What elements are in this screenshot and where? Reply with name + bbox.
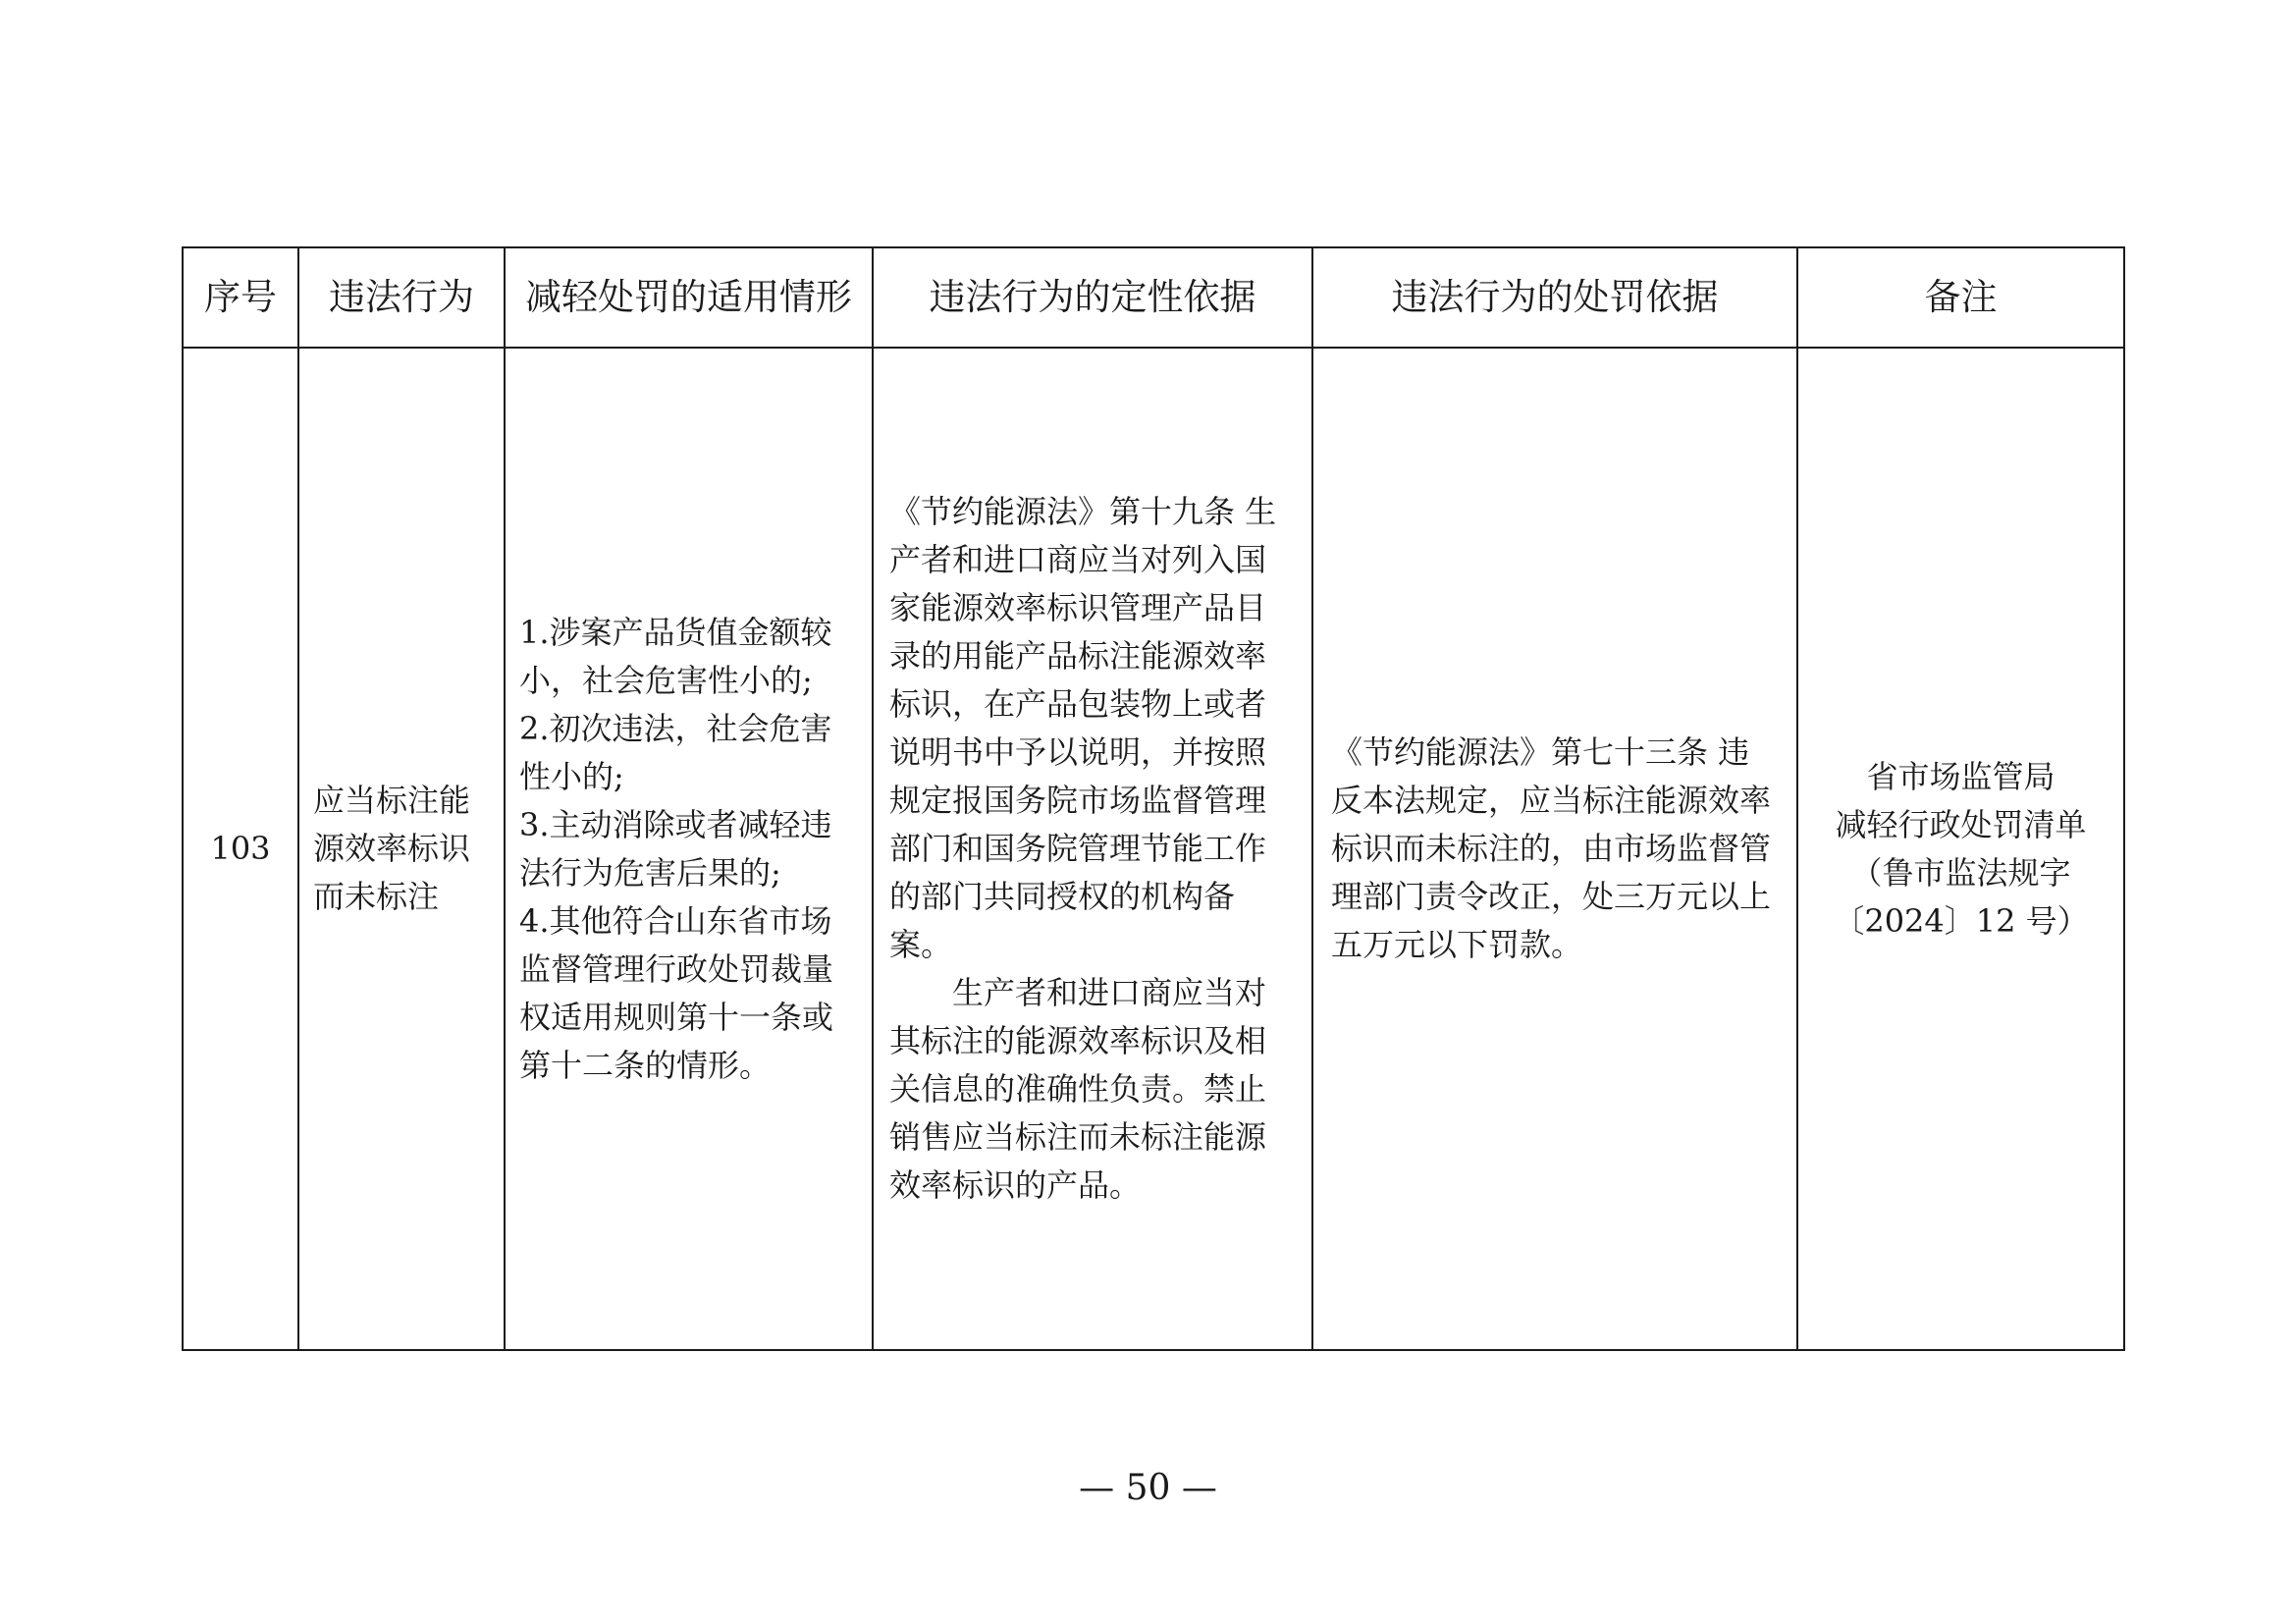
header-penalty: 违法行为的处罚依据 (1312, 247, 1797, 348)
page-number: — 50 — (1079, 1468, 1217, 1508)
header-basis: 违法行为的定性依据 (873, 247, 1312, 348)
penalty-reduction-table (182, 246, 2125, 1351)
remark-line-2: 减轻行政处罚清单 (1835, 805, 2087, 843)
row-seq: 103 (183, 348, 298, 1350)
header-act: 违法行为 (298, 247, 505, 348)
row-act-text: 应当标注能源效率标识而未标注 (313, 782, 471, 915)
remark-line-1: 省市场监管局 (1866, 757, 2056, 795)
table-header-row (183, 247, 2124, 348)
table-row (183, 348, 2124, 1350)
cond-item-4: 4.其他符合山东省市场监督管理行政处罚裁量权适用规则第十一条或第十二条的情形。 (519, 901, 834, 1084)
row-cond (505, 348, 873, 1350)
cond-item-2: 2.初次违法，社会危害性小的; (519, 709, 832, 795)
row-act (298, 348, 505, 1350)
header-cond (505, 247, 873, 348)
cond-item-3: 3.主动消除或者减轻违法行为危害后果的; (519, 805, 832, 892)
header-cond-text: 减轻处罚的适用情形 (525, 276, 852, 318)
row-remark (1797, 348, 2124, 1350)
remark-line-4: 〔2024〕12 号） (1833, 901, 2089, 940)
header-seq: 序号 (183, 247, 298, 348)
remark-line-3: （鲁市监法规字 (1850, 853, 2071, 892)
row-penalty (1312, 348, 1797, 1350)
row-penalty-text: 《节约能源法》第七十三条 违反本法规定，应当标注能源效率标识而未标注的，由市场监督管理部门责令改正，处三万元以上五万元以下罚款。 (1331, 733, 1772, 963)
header-remark: 备注 (1797, 247, 2124, 348)
basis-paragraph-1: 《节约能源法》第十九条 生产者和进口商应当对列入国家能源效率标识管理产品目录的用能产品标注能源效率标识，在产品包装物上或者说明书中予以说明，并按照规定报国务院市场监督管理部门和国务院管理节能工作的部门共同授权的机构备案。 (889, 493, 1277, 963)
basis-paragraph-2: 生产者和进口商应当对其标注的能源效率标识及相关信息的准确性负责。禁止销售应当标注而未标注能源效率标识的产品。 (889, 974, 1267, 1204)
cond-item-1: 1.涉案产品货值金额较小，社会危害性小的; (519, 613, 832, 699)
row-basis (873, 348, 1312, 1350)
